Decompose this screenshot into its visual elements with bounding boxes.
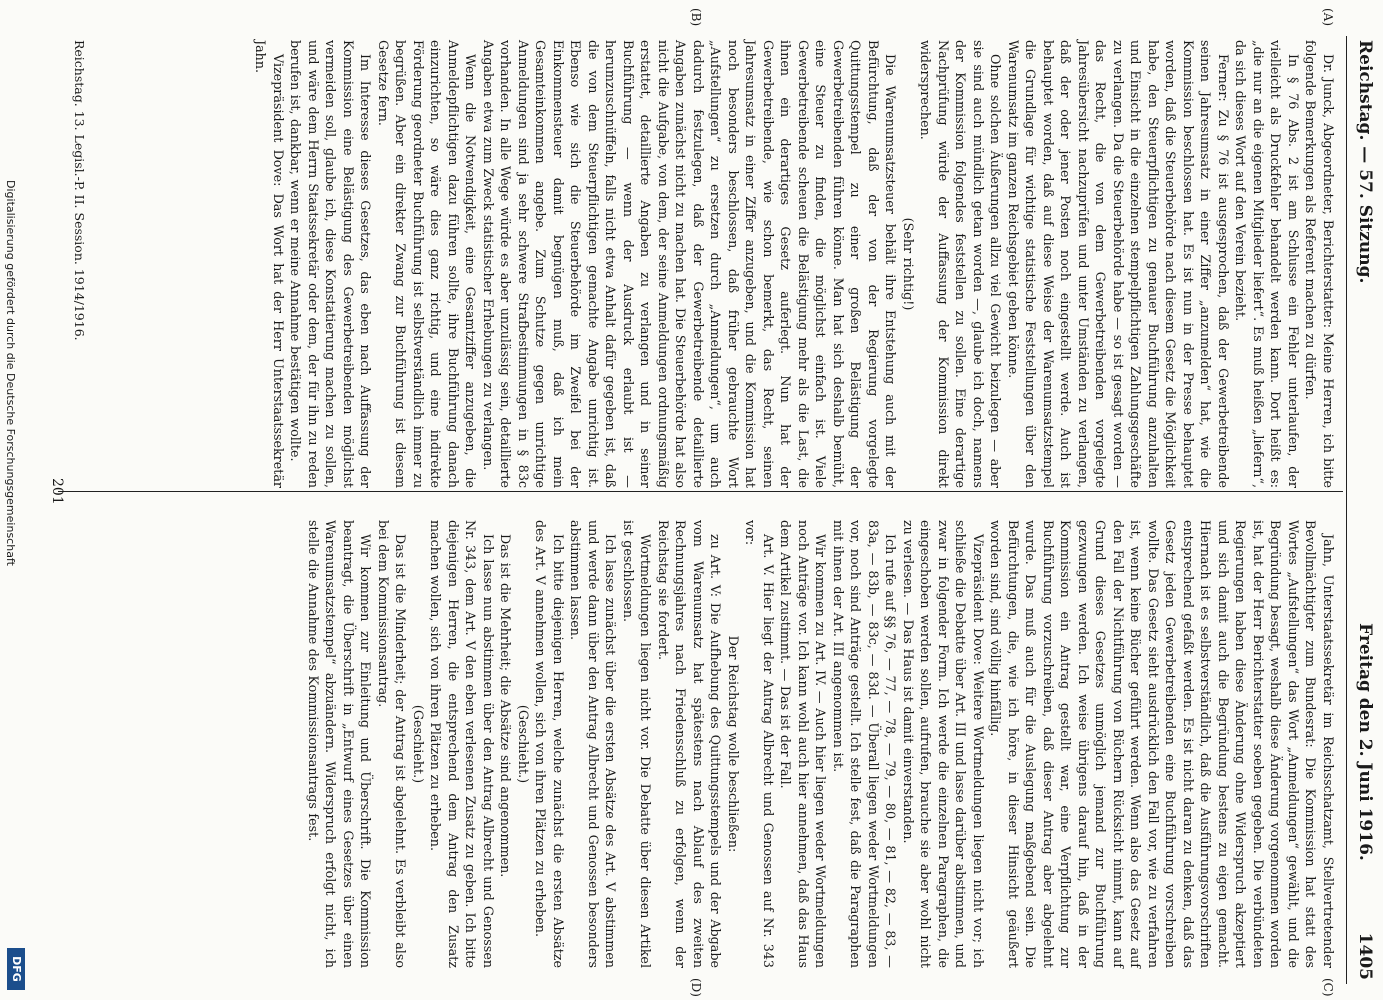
column-divider: [58, 491, 1343, 492]
paragraph: Ich rufe auf §§ 76, — 77, — 78, — 79, — 80, — 81, — 82, — 83, — 83a, — 83b, — 83c, — 83d. — Überall liegen weder Wortmeldungen vor, noch sind Anträge gestellt. Ich stelle fest, daß die Paragraphen mit ihnen der Art. III angenommen ist.: [831, 520, 899, 968]
paragraph: Vizepräsident Dove: Das Wort hat der Herr Unterstaatssekretär Jahn.: [253, 40, 286, 488]
right-column: [305, 520, 1338, 968]
paragraph: Ohne solchen Äußerungen allzu viel Gewicht beizulegen — aber sie sind auch mündlich getan worden —, glaube ich doch, namens der Kommission folgendes feststellen zu sollen. Eine derartige Nachprüfung würde der Auffassung der Kommission direkt widersprechen.: [918, 40, 1004, 488]
footer-page: 201: [49, 478, 65, 505]
paragraph: Ich lasse zunächst über die ersten Absätze des Art. V abstimmen und werde dann über den Antrag Albrecht und Genossen besonders abstimmen lassen.: [568, 520, 619, 968]
header-right: [1355, 623, 1375, 980]
paragraph: Ich lasse nun abstimmen über den Antrag Albrecht und Genossen Nr. 343, dem Art. V den eben verlesenen Zusatz zu geben. Ich bitte diejenigen Herren, die entsprechend dem Antrag den Zusatz machen wollen, sich von ihren Plätzen zu erheben.: [428, 520, 496, 968]
paragraph: Das ist die Mehrheit; die Absätze sind angenommen.: [498, 534, 514, 878]
header-date: Freitag den 2. Juni 1916.: [1355, 623, 1375, 861]
interjection: (Geschieht.): [411, 704, 426, 784]
paragraph: Der Reichstag wolle beschließen:: [726, 635, 741, 853]
page-header: [1349, 40, 1375, 980]
paragraph: Dr. Junck, Abgeordneter, Berichterstatter: Meine Herren, ich bitte folgende Bemerkungen als Referent machen zu dürfen.: [1303, 40, 1336, 488]
paragraph: In § 76 Abs. 2 ist am Schlusse ein Fehler unterlaufen, der vielleicht als Druckfehler behandelt werden kann. Dort heißt es: „die nur an die eigenen Mitglieder liefert“. Es muß heißen „liefern“, da sich dieses Wort auf den Verein bezieht.: [1233, 40, 1301, 488]
paragraph: Art. V. Hier liegt der Antrag Albrecht und Genossen auf Nr. 343 vor:: [743, 520, 776, 968]
paragraph: Die Warenumsatzsteuer behält ihre Entstehung auch mit der Befürchtung, daß der von der Regierung vorgelegte Quittungsstempel zu einer großen Belästigung der Gewerbetreibenden führen könne. Man hat sich deshalb bemüht, eine Steuer zu finden, die möglichst einfach ist. Viele Gewerbetreibende scheuen die Belästigung mehr als die Last, die ihnen ein derartiges Gesetz auferlegt. Nun hat der Gewerbetreibende, wie schon bemerkt, das Recht, seinen Jahresumsatz in einer Ziffer anzugeben, und die Kommission hat noch besonders beschlossen, daß früher gebrauchte Wort „Aufstellungen“ zu ersetzen durch „Anmeldungen“, um auch dadurch festzulegen, daß der Gewerbetreibende detaillierte Angaben zunächst nicht zu machen hat. Die Steuerbehörde hat also nicht die Aufgabe, von dem, der seine Anmeldungen ordnungsmäßig erstattet, detaillierte Angaben zu verlangen und in seiner Buchführung — wenn der Ausdruck erlaubt ist — herumzuschnüffeln, falls nicht etwa Anhalt dafür gegeben ist, daß die von dem Steuerpflichtigen gemachte Angabe unrichtig ist. Ebenso wie sich die Steuerbehörde im Zweifel bei der Einkommensteuer damit begnügen muß, daß ich mein Gesamteinkommen angebe. Zum Schutze gegen unrichtige Anmeldungen sind ja sehr schwere Strafbestimmungen in § 83c vorhanden. In alle Wege würde es aber unzulässig sein, detaillierte Angaben etwa zum Zweck statistischer Erhebungen zu verlangen.: [481, 40, 899, 488]
dfg-logo: DFG: [7, 948, 25, 990]
paragraph: Wenn die Notwendigkeit, eine Gesamtziffer anzugeben, die Anmeldepflichtigen dazu führen sollte, ihre Buchführung danach einzurichten, so wäre dies ganz richtig, und eine indirekte Förderung geordneter Buchführung ist selbstverständlich immer zu begrüßen. Aber ein direkter Zwang zur Buchführung ist diesem Gesetze fern.: [376, 40, 479, 488]
paragraph: Im Interesse dieses Gesetzes, das eben nach Auffassung der Kommission eine Belästigung des Gewerbetreibenden möglichst vermeiden soll, glaube ich, diese Konstatierung machen zu sollen, und wäre dem Herrn Staatssekretär oder dem, der für ihn zu reden berufen ist, dankbar, wenn er meine Annahme bestätigen wollte.: [288, 40, 374, 488]
interjection: (Geschieht.): [516, 704, 531, 784]
paragraph: zu Art. V: Die Aufhebung des Quittungsstempels und der Abgabe vom Warenumsatz hat spätestens nach Ablauf des zweiten Rechnungsjahres nach Friedensschluß zu erfolgen, wenn der Reichstag sie fordert.: [656, 520, 724, 968]
header-left: Reichstag. — 57. Sitzung.: [1355, 40, 1375, 284]
footer-line: Reichstag. 13. Legisl.-P. II. Session. 1914/1916.: [72, 40, 87, 341]
paragraph: Ferner: Zu § 76 ist ausgesprochen, daß der Gewerbetreibende seinen Jahresumsatz in einer Ziffer „anzumelden“ hat, wie die Kommission beschlossen hat. Es ist nun in der Presse behauptet worden, daß die Steuerbehörde nach diesem Gesetz die Möglichkeit habe, den Steuerpflichtigen zu genauer Buchführung anzuhalten und Einsicht in die einzelnen stempelpflichtigen Zahlungsgeschäfte zu verlangen. Da die Steuerbehörde habe — so ist gesagt worden — das Recht, die von dem Gewerbetreibenden vorgelegte Jahresübersicht nachzuprüfen und unter Umständen zu verlangen, daß der oder jener Posten noch eingestellt werde. Auch ist behauptet worden, daß auf diese Weise der Warenumsatzstempel die Grundlage für wichtige statistische Feststellungen über den Warenumsatz im ganzen Reichsgebiet geben könne.: [1006, 40, 1231, 488]
interjection: (Sehr richtig!): [901, 217, 916, 311]
header-rule: [1346, 36, 1347, 984]
paragraph: Vizepräsident Dove: Weitere Wortmeldungen liegen nicht vor; ich schließe die Debatte über Art. III und lasse darüber abstimmen, und zwar in folgender Form. Ich werde die einzelnen Paragraphen, die eingeschoben werden sollen, aufrufen, brauche sie aber wohl nicht zu verlesen. — Das Haus ist damit einverstanden.: [901, 520, 986, 968]
left-column: [252, 40, 1337, 488]
marker-c: (C): [1321, 978, 1335, 997]
marker-a: (A): [1321, 8, 1335, 27]
paragraph: Ich bitte diejenigen Herren, welche zunächst die ersten Absätze des Art. V annehmen wollen, sich von ihren Plätzen zu erheben.: [533, 520, 566, 968]
paragraph: Das ist die Minderheit; der Antrag ist abgelehnt. Es verbleibt also bei dem Kommissionsantrag.: [376, 520, 409, 968]
marker-b: (B): [689, 8, 703, 27]
paragraph: Jahn, Unterstaatssekretär im Reichsschatzamt, Stellvertretender Bevollmächtigter zum Bundesrat: Die Kommission hat statt des Wortes „Aufstellungen“ das Wort „Anmeldungen“ gewählt, und die Begründung besagt, weshalb diese Änderung vorgenommen worden ist, hat der Herr Berichterstatter soeben gegeben. Die verbündeten Regierungen haben diese Änderung ohne Widerspruch akzeptiert und sich damit auch die Begründung bestens zu eigen gemacht. Hiernach ist es selbstverständlich, daß die Ausführungsvorschriften entsprechend gefaßt werden. Es ist nicht daran zu denken, daß das Gesetz jeden Gewerbetreibenden eine Buchführung vorschreiben wollte. Das Gesetz sieht ausdrücklich den Fall vor, wie zu verfahren ist, wenn keine Bücher geführt werden. Wenn also das Gesetz auf den Fall der Nichtführung von Büchern Rücksicht nimmt, kann auf Grund dieses Gesetzes unmöglich jemand zur Buchführung gezwungen werden. Ich weise übrigens darauf hin, daß in der Kommission ein Antrag gestellt war, eine Verpflichtung zur Buchführung vorzuschreiben, daß dieser Antrag aber abgelehnt wurde. Das muß auch für die Auslegung maßgebend sein. Die Befürchtungen, die, wie ich höre, in dieser Hinsicht geäußert worden sind, sind völlig hinfällig.: [988, 520, 1336, 968]
marker-d: (D): [689, 978, 703, 997]
paragraph: Wir kommen zu Art. IV. — Auch hier liegen weder Wortmeldungen noch Anträge vor. Ich kann wohl auch hier annehmen, daß das Haus dem Artikel zustimmt. — Das ist der Fall.: [778, 520, 829, 968]
header-page-number: 1405: [1355, 932, 1375, 980]
paragraph: Wortmeldungen liegen nicht vor. Die Debatte über diesen Artikel ist geschlossen.: [621, 520, 654, 968]
digitization-note: Digitalisierung gefördert durch die Deutsche Forschungsgemeinschaft: [4, 180, 17, 566]
paragraph: Wir kommen zur Einleitung und Überschrift. Die Kommission beantragt, die Überschrift in „Entwurf eines Gesetzes über einen Warenumsatzstempel“ abzuändern. Widerspruch erfolgt nicht, ich stelle die Annahme des Kommissionsantrags fest.: [306, 520, 374, 968]
